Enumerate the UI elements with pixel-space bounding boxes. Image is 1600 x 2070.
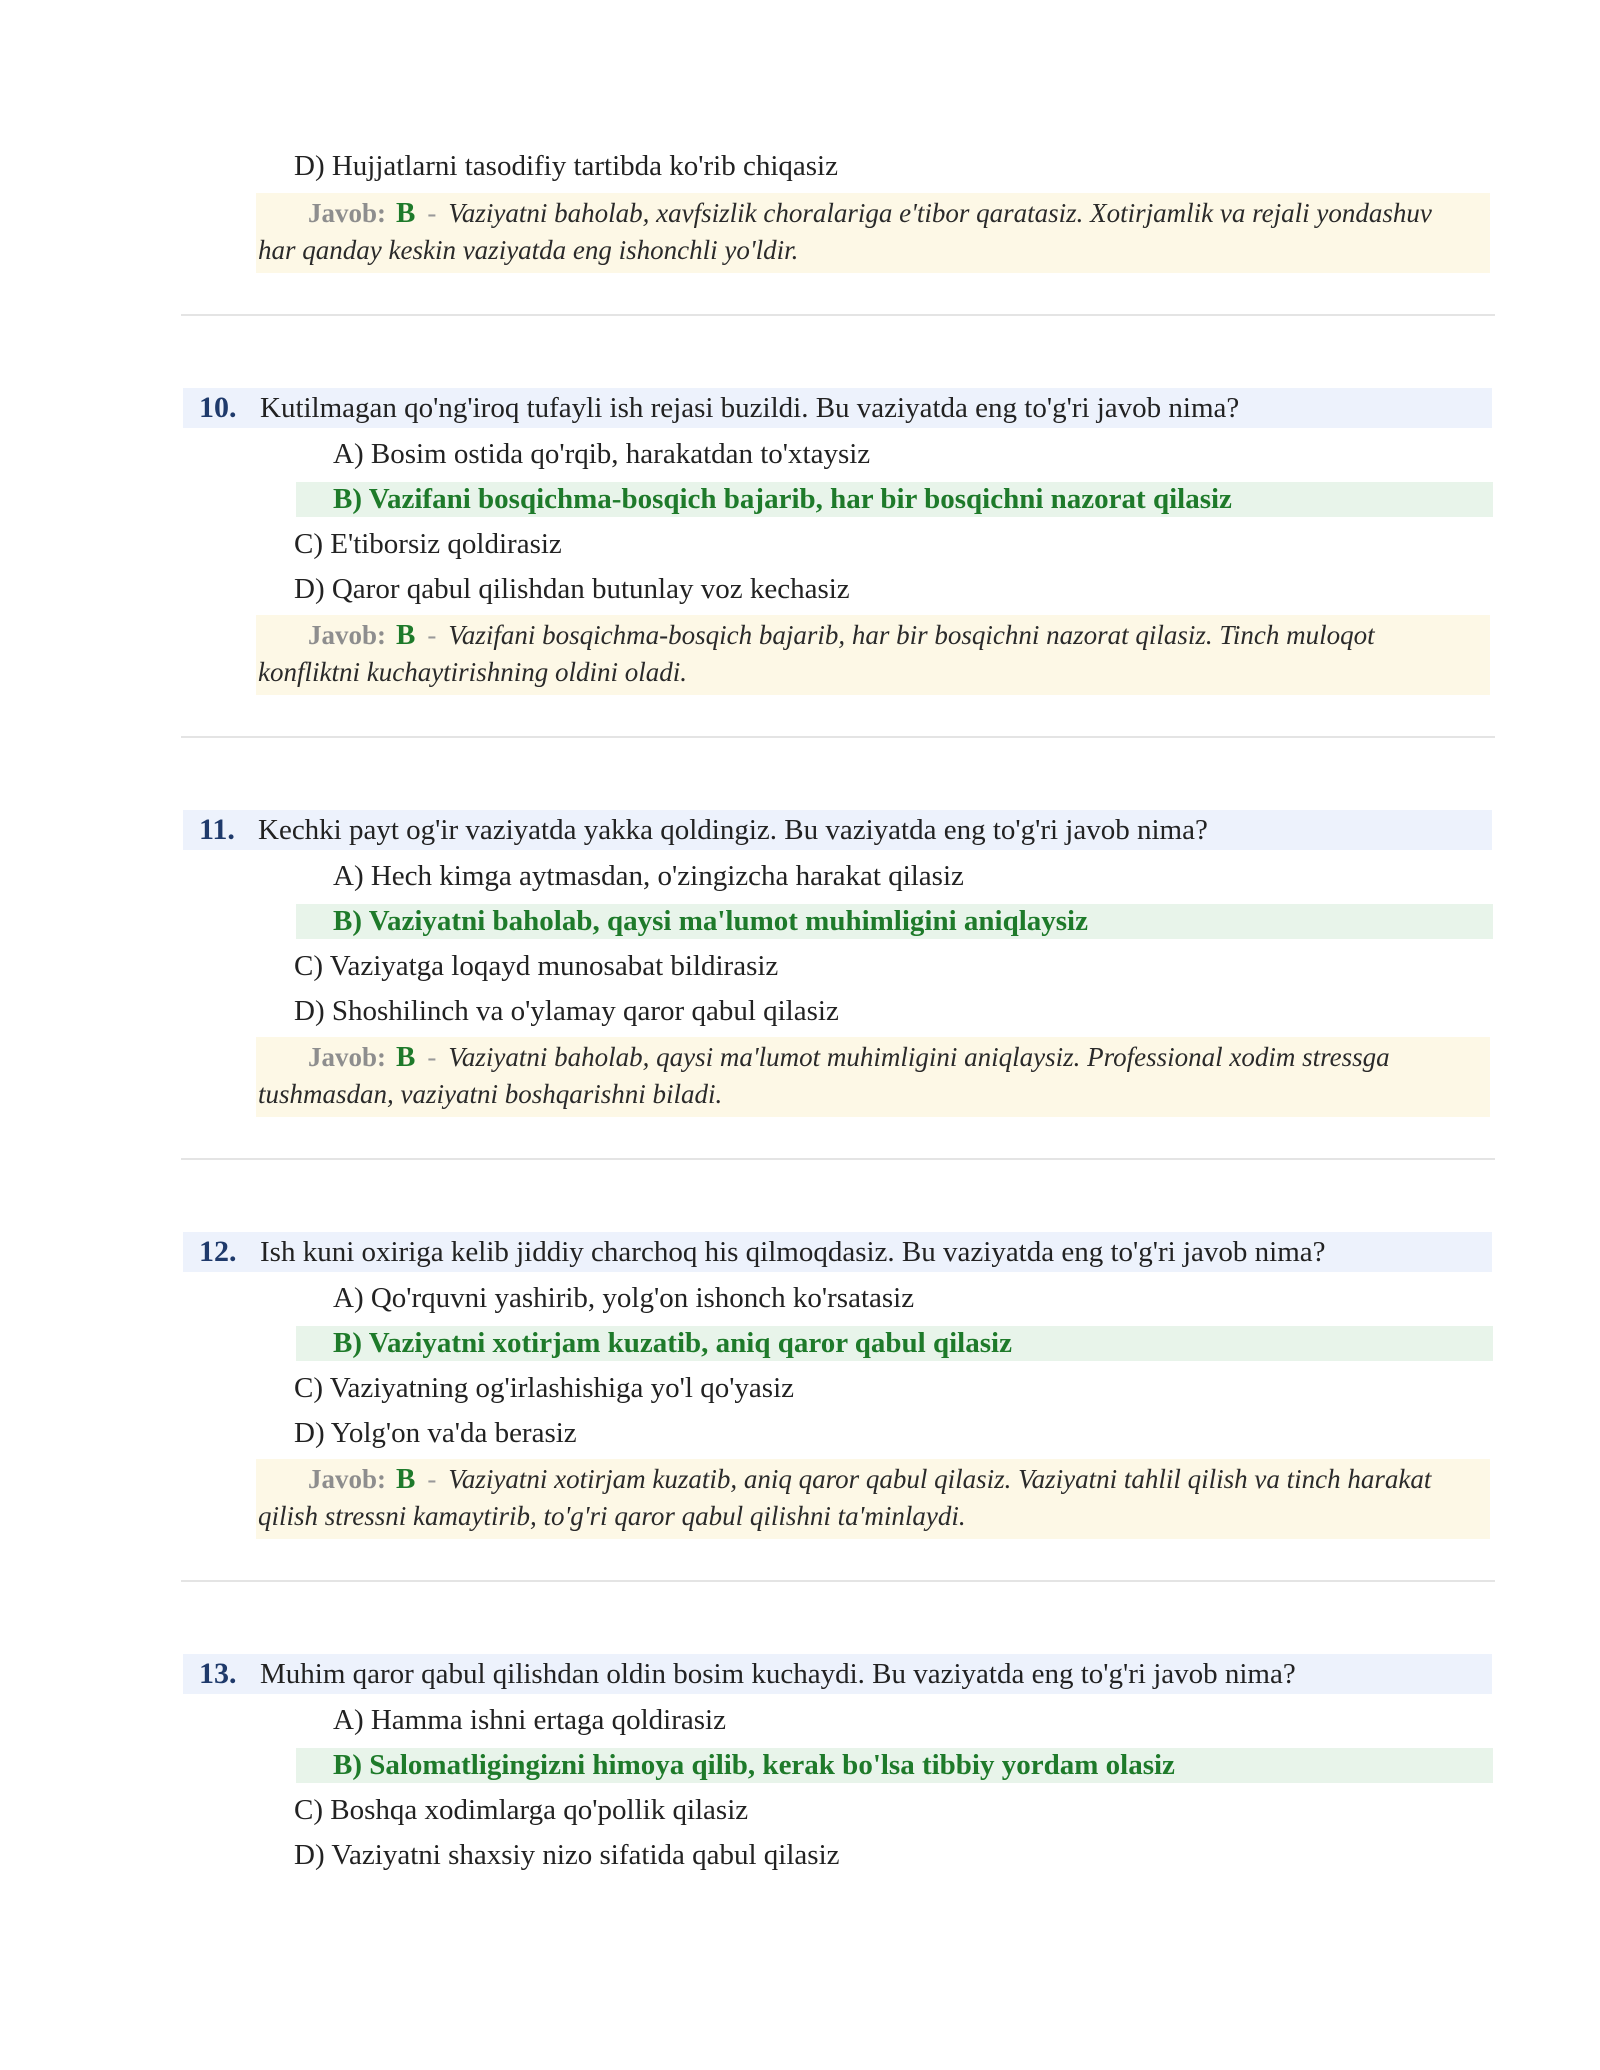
answer-dash: -	[427, 198, 437, 228]
answer-letter: B	[396, 619, 416, 651]
answer-explanation: Vazifani bosqichma-bosqich bajarib, har bir bosqichni nazorat qilasiz. Tinch muloqot konfliktni kuchaytirishning oldini oladi.	[258, 620, 1375, 687]
answer-explanation: Vaziyatni xotirjam kuzatib, aniq qaror qabul qilasiz. Vaziyatni tahlil qilish va tinch harakat qilish stressni kamaytirib, to'g'ri qaror qabul qilishni ta'minlaydi.	[258, 1464, 1432, 1531]
option-b-correct: B) Vazifani bosqichma-bosqich bajarib, har bir bosqichni nazorat qilasiz	[296, 482, 1493, 517]
option-b-correct: B) Vaziyatni xotirjam kuzatib, aniq qaror qabul qilasiz	[296, 1326, 1493, 1361]
question-text: Muhim qaror qabul qilishdan oldin bosim kuchaydi. Bu vaziyatda eng to'g'ri javob nima?	[260, 1658, 1296, 1690]
option-b-correct: B) Vaziyatni baholab, qaysi ma'lumot muhimligini aniqlaysiz	[296, 904, 1493, 939]
question-number: 10.	[199, 391, 237, 424]
answer-label: Javob:	[308, 620, 387, 650]
answer-letter: B	[396, 197, 416, 229]
divider	[181, 1580, 1495, 1582]
answer-letter: B	[396, 1041, 416, 1073]
option-c: C) E'tiborsiz qoldirasiz	[294, 528, 562, 560]
option-a: A) Hamma ishni ertaga qoldirasiz	[333, 1704, 726, 1736]
option-a: A) Qo'rquvni yashirib, yolg'on ishonch ko'rsatasiz	[333, 1282, 915, 1314]
divider	[181, 1158, 1495, 1160]
answer-explanation: Vaziyatni baholab, xavfsizlik choralariga e'tibor qaratasiz. Xotirjamlik va rejali yondashuv har qanday keskin vaziyatda eng ishonchli yo'ldir.	[258, 198, 1432, 265]
question-text: Kutilmagan qo'ng'iroq tufayli ish rejasi buzildi. Bu vaziyatda eng to'g'ri javob nima?	[260, 392, 1240, 424]
answer-letter: B	[396, 1463, 416, 1495]
answer-explanation: Vaziyatni baholab, qaysi ma'lumot muhimligini aniqlaysiz. Professional xodim stressga tushmasdan, vaziyatni boshqarishni biladi.	[258, 1042, 1390, 1109]
question-text: Ish kuni oxiriga kelib jiddiy charchoq his qilmoqdasiz. Bu vaziyatda eng to'g'ri javob nima?	[260, 1236, 1326, 1268]
answer-label: Javob:	[308, 1042, 387, 1072]
option-d: D) Vaziyatni shaxsiy nizo sifatida qabul qilasiz	[294, 1839, 840, 1871]
option-a: A) Bosim ostida qo'rqib, harakatdan to'xtaysiz	[333, 438, 871, 470]
option-c: C) Vaziyatning og'irlashishiga yo'l qo'yasiz	[294, 1372, 795, 1404]
question-13-heading	[183, 1654, 1492, 1694]
question-text: Kechki payt og'ir vaziyatda yakka qoldingiz. Bu vaziyatda eng to'g'ri javob nima?	[258, 814, 1208, 846]
question-number: 11.	[199, 813, 235, 846]
answer-dash: -	[427, 1042, 437, 1072]
answer-dash: -	[427, 620, 437, 650]
option-d: D) Qaror qabul qilishdan butunlay voz kechasiz	[294, 573, 850, 605]
divider	[181, 736, 1495, 738]
option-d: D) Shoshilinch va o'ylamay qaror qabul qilasiz	[294, 995, 839, 1027]
answer-dash: -	[427, 1464, 437, 1494]
option-d: D) Hujjatlarni tasodifiy tartibda ko'rib chiqasiz	[294, 150, 838, 182]
question-number: 12.	[199, 1235, 237, 1268]
option-a: A) Hech kimga aytmasdan, o'zingizcha harakat qilasiz	[333, 860, 964, 892]
question-11-heading	[183, 810, 1492, 850]
question-12-heading	[183, 1232, 1492, 1272]
answer-box	[256, 615, 1490, 695]
option-c: C) Boshqa xodimlarga qo'pollik qilasiz	[294, 1794, 749, 1826]
option-d: D) Yolg'on va'da berasiz	[294, 1417, 577, 1449]
answer-box	[256, 193, 1490, 273]
answer-box	[256, 1459, 1490, 1539]
answer-label: Javob:	[308, 198, 387, 228]
answer-label: Javob:	[308, 1464, 387, 1494]
option-b-correct: B) Salomatligingizni himoya qilib, kerak bo'lsa tibbiy yordam olasiz	[296, 1748, 1493, 1783]
question-number: 13.	[199, 1657, 237, 1690]
answer-box	[256, 1037, 1490, 1117]
divider	[181, 314, 1495, 316]
question-10-heading	[183, 388, 1492, 428]
option-c: C) Vaziyatga loqayd munosabat bildirasiz	[294, 950, 779, 982]
